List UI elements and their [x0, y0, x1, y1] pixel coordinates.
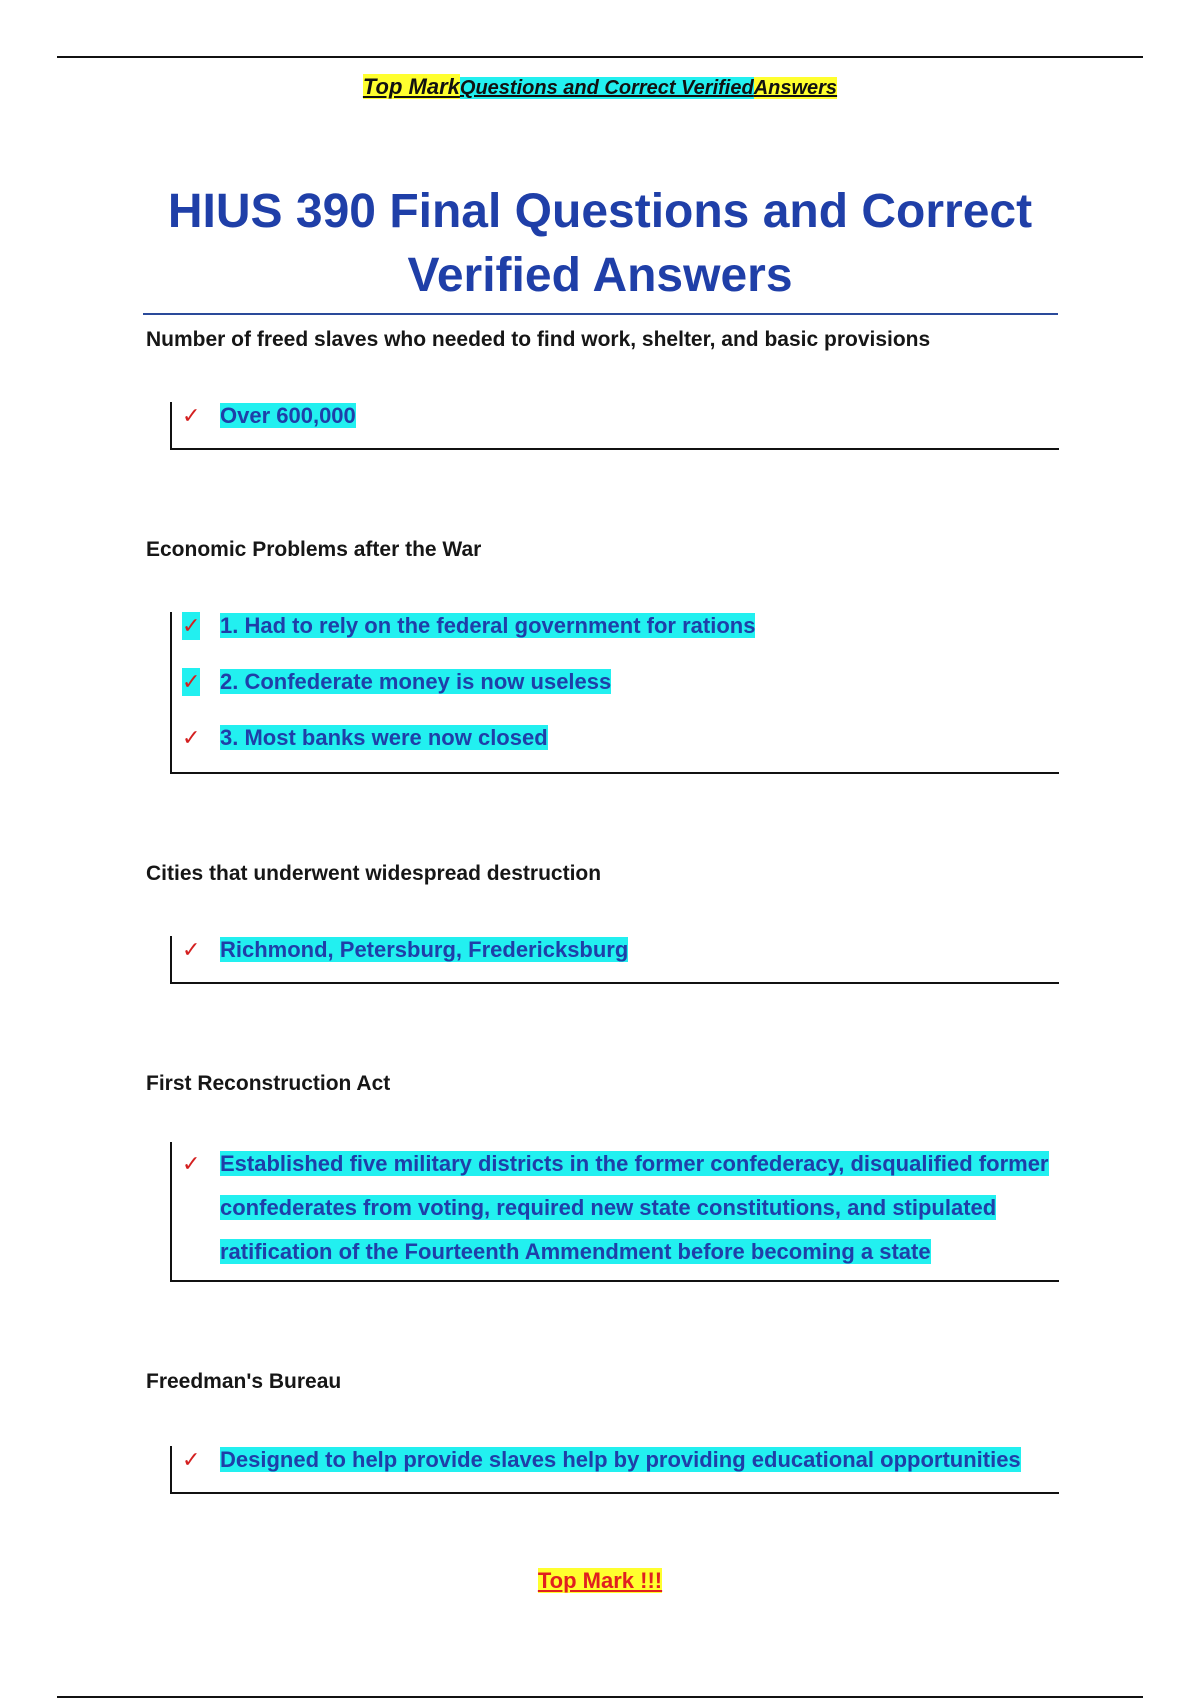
check-icon: ✓ — [182, 669, 201, 694]
check-icon: ✓ — [182, 937, 201, 962]
header-answers: Answers — [753, 77, 838, 99]
answer-row — [172, 668, 611, 696]
answer-text: Over 600,000 — [220, 403, 356, 428]
document-title — [0, 180, 1200, 308]
answer-box-5 — [170, 1446, 1059, 1494]
top-rule — [57, 56, 1143, 58]
answer-text: 1. Had to rely on the federal government for rations — [220, 613, 756, 638]
answer-text-line-2: confederates from voting, required new state constitutions, and stipulated — [220, 1195, 997, 1220]
header-top-mark: Top Mark — [362, 74, 460, 99]
title-rule — [143, 313, 1058, 315]
footer-top-mark: Top Mark !!! — [537, 1568, 663, 1593]
check-icon: ✓ — [182, 1447, 201, 1472]
answer-text: 3. Most banks were now closed — [220, 725, 548, 750]
question-4: First Reconstruction Act — [146, 1072, 391, 1095]
answer-row — [172, 1446, 1059, 1474]
answer-text: 2. Confederate money is now useless — [220, 669, 612, 694]
check-icon: ✓ — [182, 1151, 201, 1176]
header-middle: Questions and Correct Verified — [459, 77, 754, 99]
answer-row — [172, 402, 1059, 430]
answer-text-line-3: ratification of the Fourteenth Ammendment before becoming a state — [220, 1239, 931, 1264]
check-icon: ✓ — [182, 613, 201, 638]
answer-box-4 — [170, 1142, 1059, 1282]
answer-row — [172, 936, 1059, 964]
question-3: Cities that underwent widespread destruction — [146, 862, 602, 885]
answer-text: Richmond, Petersburg, Fredericksburg — [220, 937, 629, 962]
answer-box-2 — [170, 612, 1059, 774]
question-2: Economic Problems after the War — [146, 538, 482, 561]
answer-text: Designed to help provide slaves help by providing educational opportunities — [220, 1447, 1021, 1472]
answer-row — [172, 612, 755, 640]
footer — [0, 1568, 1200, 1594]
check-icon: ✓ — [182, 403, 201, 428]
answer-row — [172, 724, 548, 752]
answer-text-line-1: Established five military districts in the former confederacy, disqualified former — [220, 1151, 1049, 1176]
answer-box-1 — [170, 402, 1059, 450]
title-line-1: HIUS 390 Final Questions and Correct — [167, 185, 1033, 238]
bottom-rule — [57, 1696, 1143, 1698]
question-1: Number of freed slaves who needed to find work, shelter, and basic provisions — [146, 328, 931, 351]
answer-box-3 — [170, 936, 1059, 984]
check-icon: ✓ — [182, 725, 201, 750]
title-line-2: Verified Answers — [407, 249, 793, 302]
page-header — [0, 72, 1200, 103]
answer-row — [172, 1142, 1059, 1274]
question-5: Freedman's Bureau — [146, 1370, 342, 1393]
